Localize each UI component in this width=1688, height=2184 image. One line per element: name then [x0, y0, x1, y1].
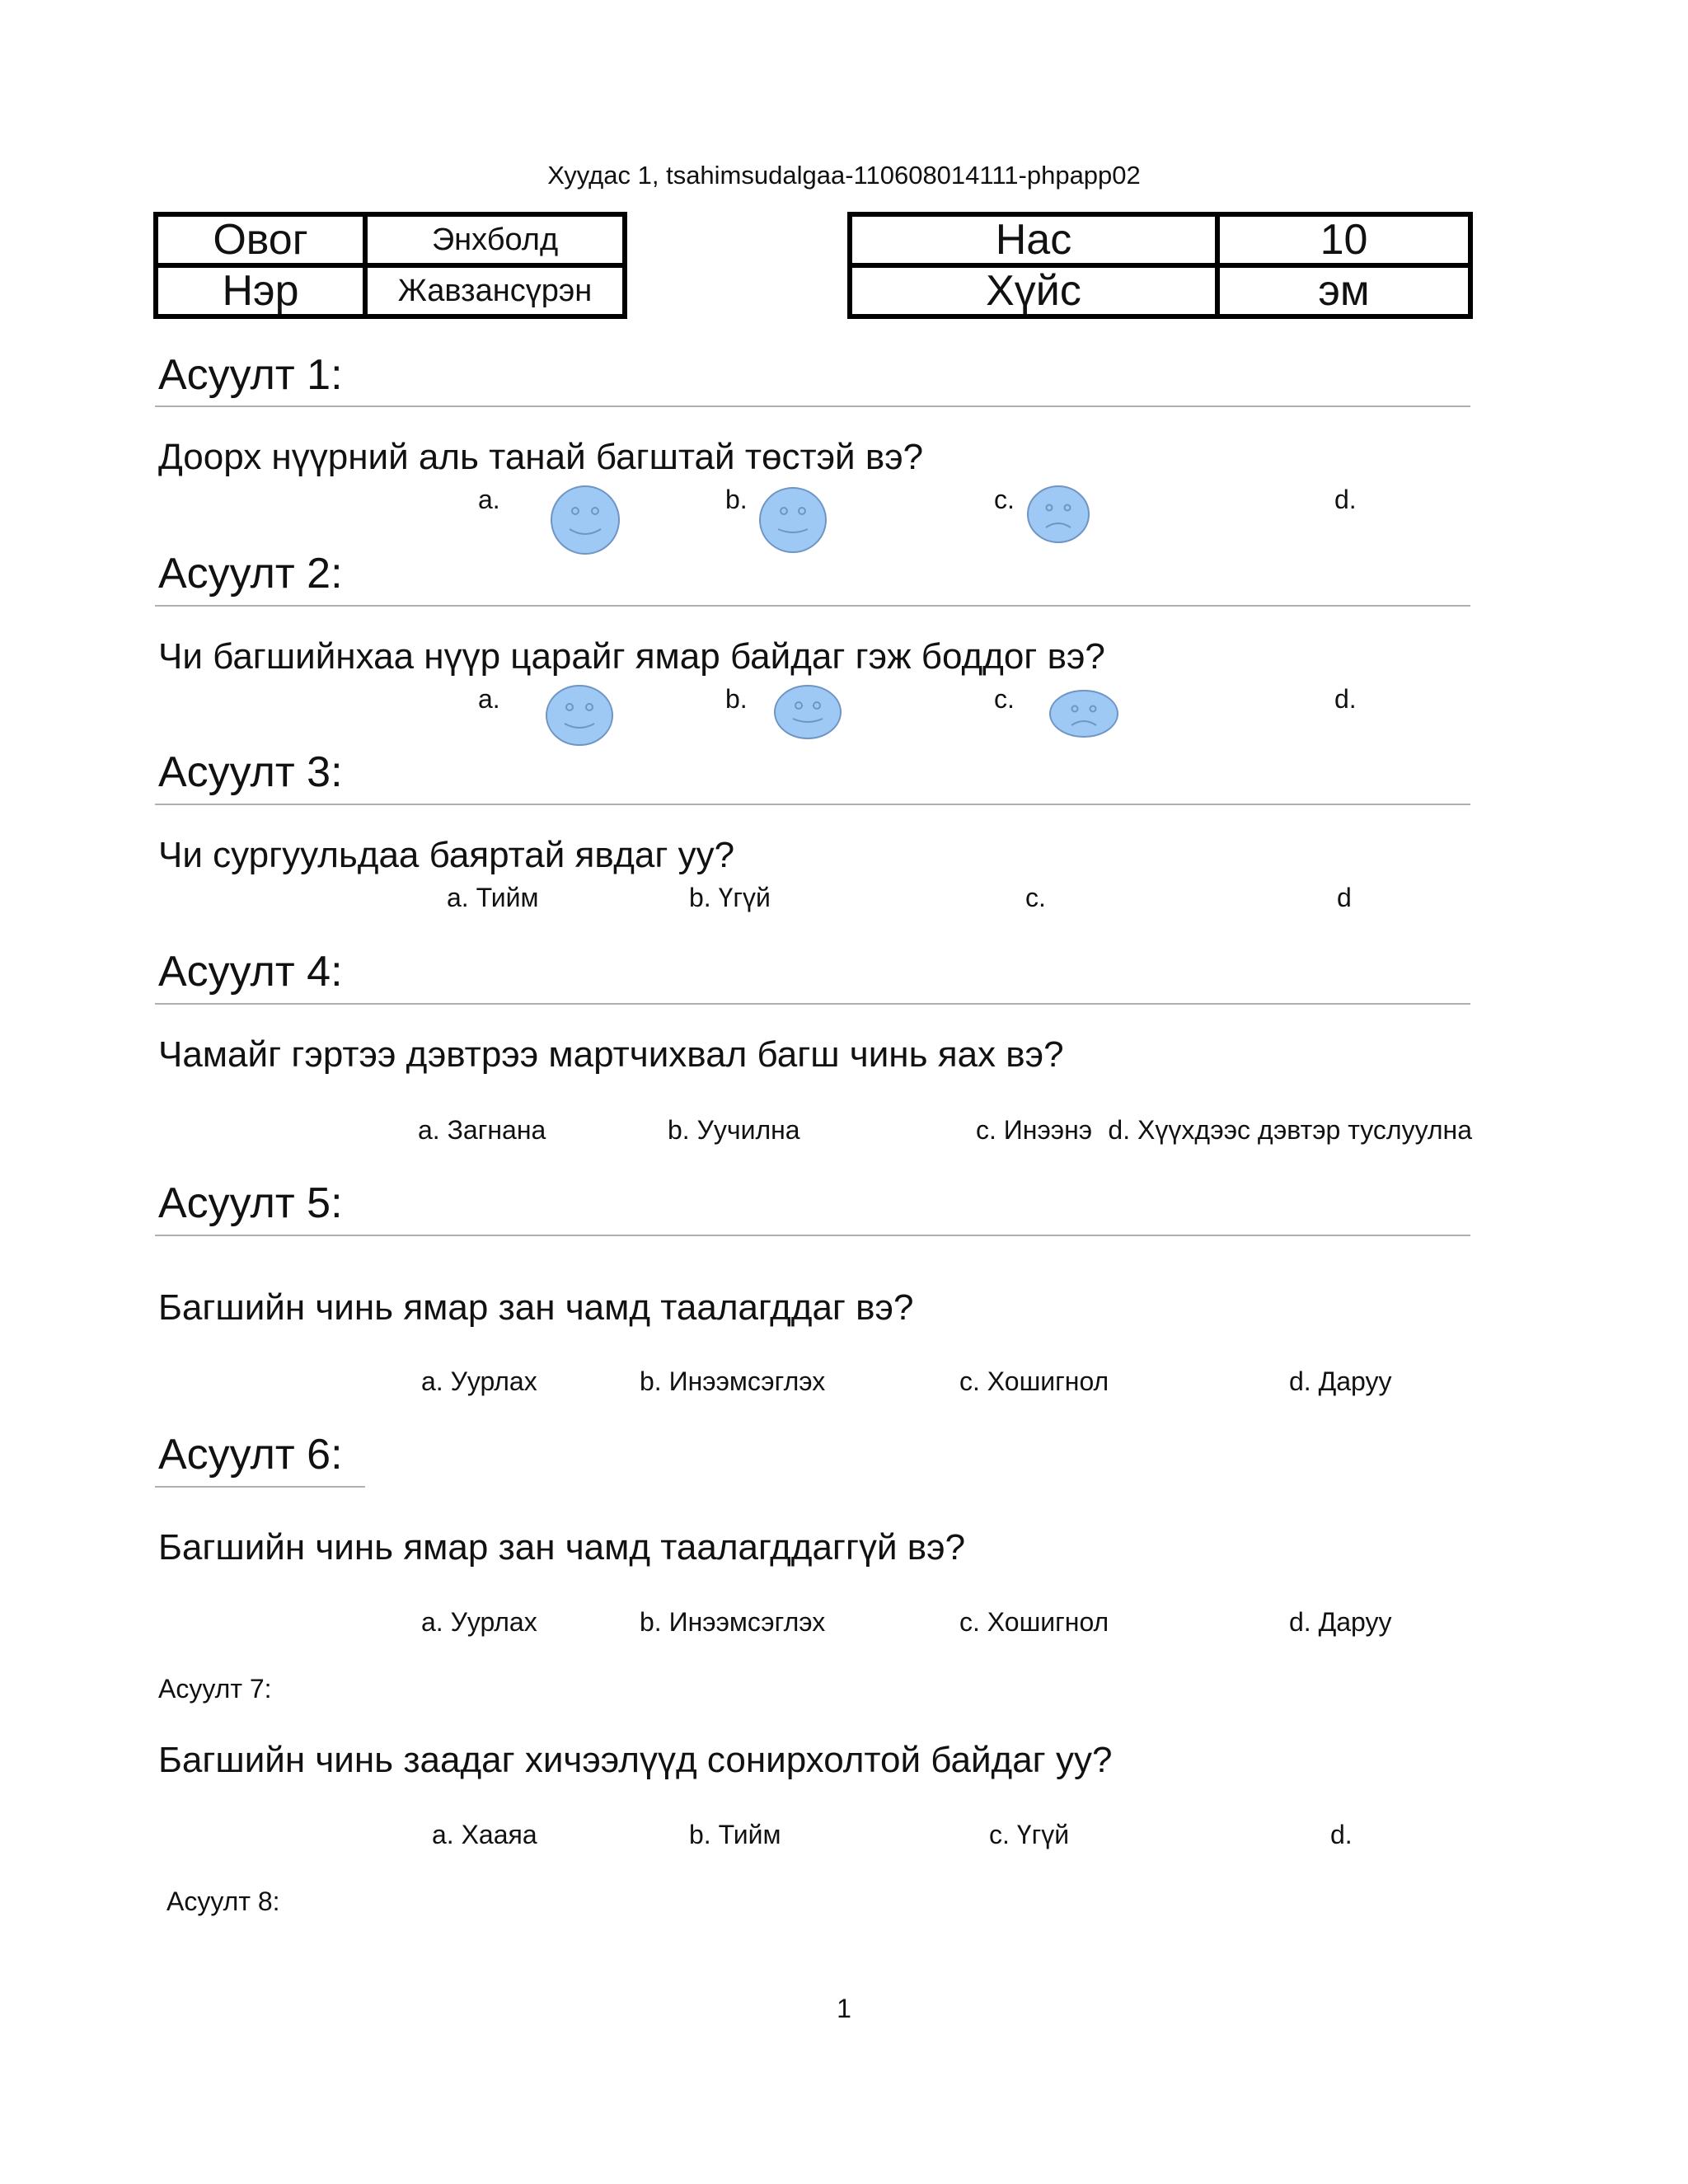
question-1-text: Доорх нүүрний аль танай багштай төстэй вэ? — [158, 437, 924, 477]
question-8-title: Асуулт 8: — [166, 1886, 280, 1916]
question-5-option-d: d. Даруу — [1289, 1366, 1392, 1396]
question-3-rule — [155, 804, 1470, 805]
question-6-option-d: d. Даруу — [1289, 1607, 1392, 1637]
question-2-title: Асуулт 2: — [158, 550, 343, 598]
firstname-value: Жавзансүрэн — [365, 265, 625, 316]
question-3-option-c: c. — [1025, 883, 1046, 912]
question-2-option-a: a. — [478, 684, 500, 714]
question-6-title: Асуулт 6: — [158, 1431, 343, 1479]
question-4-option-d: d. Хүүхдээс дэвтэр туслуулна — [1108, 1115, 1472, 1145]
question-3-title: Асуулт 3: — [158, 748, 343, 796]
smiley-face-icon — [545, 684, 614, 747]
smiley-face-icon — [550, 485, 621, 555]
page-number: 1 — [837, 1994, 851, 2023]
question-5-option-a: a. Уурлах — [421, 1366, 537, 1396]
question-3-option-d: d — [1337, 883, 1352, 912]
question-7-option-d: d. — [1330, 1820, 1353, 1849]
gender-label: Хүйс — [850, 265, 1217, 316]
question-6-option-c: c. Хошигнол — [959, 1607, 1109, 1637]
age-gender-table — [847, 212, 1473, 319]
smiley-face-icon — [773, 684, 842, 740]
question-3-option-b: b. Үгүй — [689, 883, 771, 912]
question-1-option-a: a. — [478, 485, 500, 514]
name-table — [153, 212, 627, 319]
question-4-option-b: b. Уучилна — [668, 1115, 800, 1145]
frown-face-icon — [1026, 485, 1090, 544]
question-4-option-c: c. Инээнэ — [976, 1115, 1093, 1145]
surname-label: Овог — [156, 214, 365, 265]
question-2-option-d: d. — [1334, 684, 1357, 714]
question-5-title: Асуулт 5: — [158, 1179, 343, 1227]
question-2-rule — [155, 605, 1470, 607]
question-6-option-a: a. Уурлах — [421, 1607, 537, 1637]
question-7-option-c: c. Үгүй — [989, 1820, 1070, 1849]
question-3-option-a: a. Тийм — [447, 883, 539, 912]
question-4-option-a: a. Загнана — [418, 1115, 546, 1145]
question-4-title: Асуулт 4: — [158, 948, 343, 996]
question-5-rule — [155, 1235, 1470, 1236]
question-2-text: Чи багшийнхаа нүүр царайг ямар байдаг гэж боддог вэ? — [158, 636, 1105, 677]
question-1-title: Асуулт 1: — [158, 351, 343, 399]
question-1-option-c: c. — [994, 485, 1015, 514]
question-6-rule — [155, 1486, 365, 1488]
question-7-title: Асуулт 7: — [158, 1674, 272, 1704]
gender-value: эм — [1217, 265, 1470, 316]
question-1-option-b: b. — [725, 485, 748, 514]
question-6-text: Багшийн чинь ямар зан чамд таалагддаггүй вэ? — [158, 1527, 966, 1568]
frown-face-icon — [1048, 689, 1119, 738]
question-5-option-b: b. Инээмсэглэх — [640, 1366, 826, 1396]
firstname-label: Нэр — [156, 265, 365, 316]
question-4-rule — [155, 1003, 1470, 1005]
question-1-rule — [155, 405, 1470, 407]
question-4-text: Чамайг гэртээ дэвтрээ мартчихвал багш чинь яах вэ? — [158, 1034, 1064, 1075]
age-label: Нас — [850, 214, 1217, 265]
question-7-text: Багшийн чинь заадаг хичээлүүд сонирхолтой байдаг уу? — [158, 1740, 1113, 1780]
surname-value: Энхболд — [365, 214, 625, 265]
age-value: 10 — [1217, 214, 1470, 265]
question-2-option-b: b. — [725, 684, 748, 714]
smiley-face-icon — [758, 486, 828, 554]
question-1-option-d: d. — [1334, 485, 1357, 514]
page-header: Хуудас 1, tsahimsudalgaa-110608014111-phpapp02 — [547, 161, 1141, 190]
question-6-option-b: b. Инээмсэглэх — [640, 1607, 826, 1637]
question-2-option-c: c. — [994, 684, 1015, 714]
question-3-text: Чи сургуульдаа баяртай явдаг уу? — [158, 835, 735, 875]
question-7-option-b: b. Тийм — [689, 1820, 781, 1849]
question-5-option-c: c. Хошигнол — [959, 1366, 1109, 1396]
question-5-text: Багшийн чинь ямар зан чамд таалагддаг вэ? — [158, 1287, 914, 1328]
question-7-option-a: a. Хааяа — [432, 1820, 537, 1849]
